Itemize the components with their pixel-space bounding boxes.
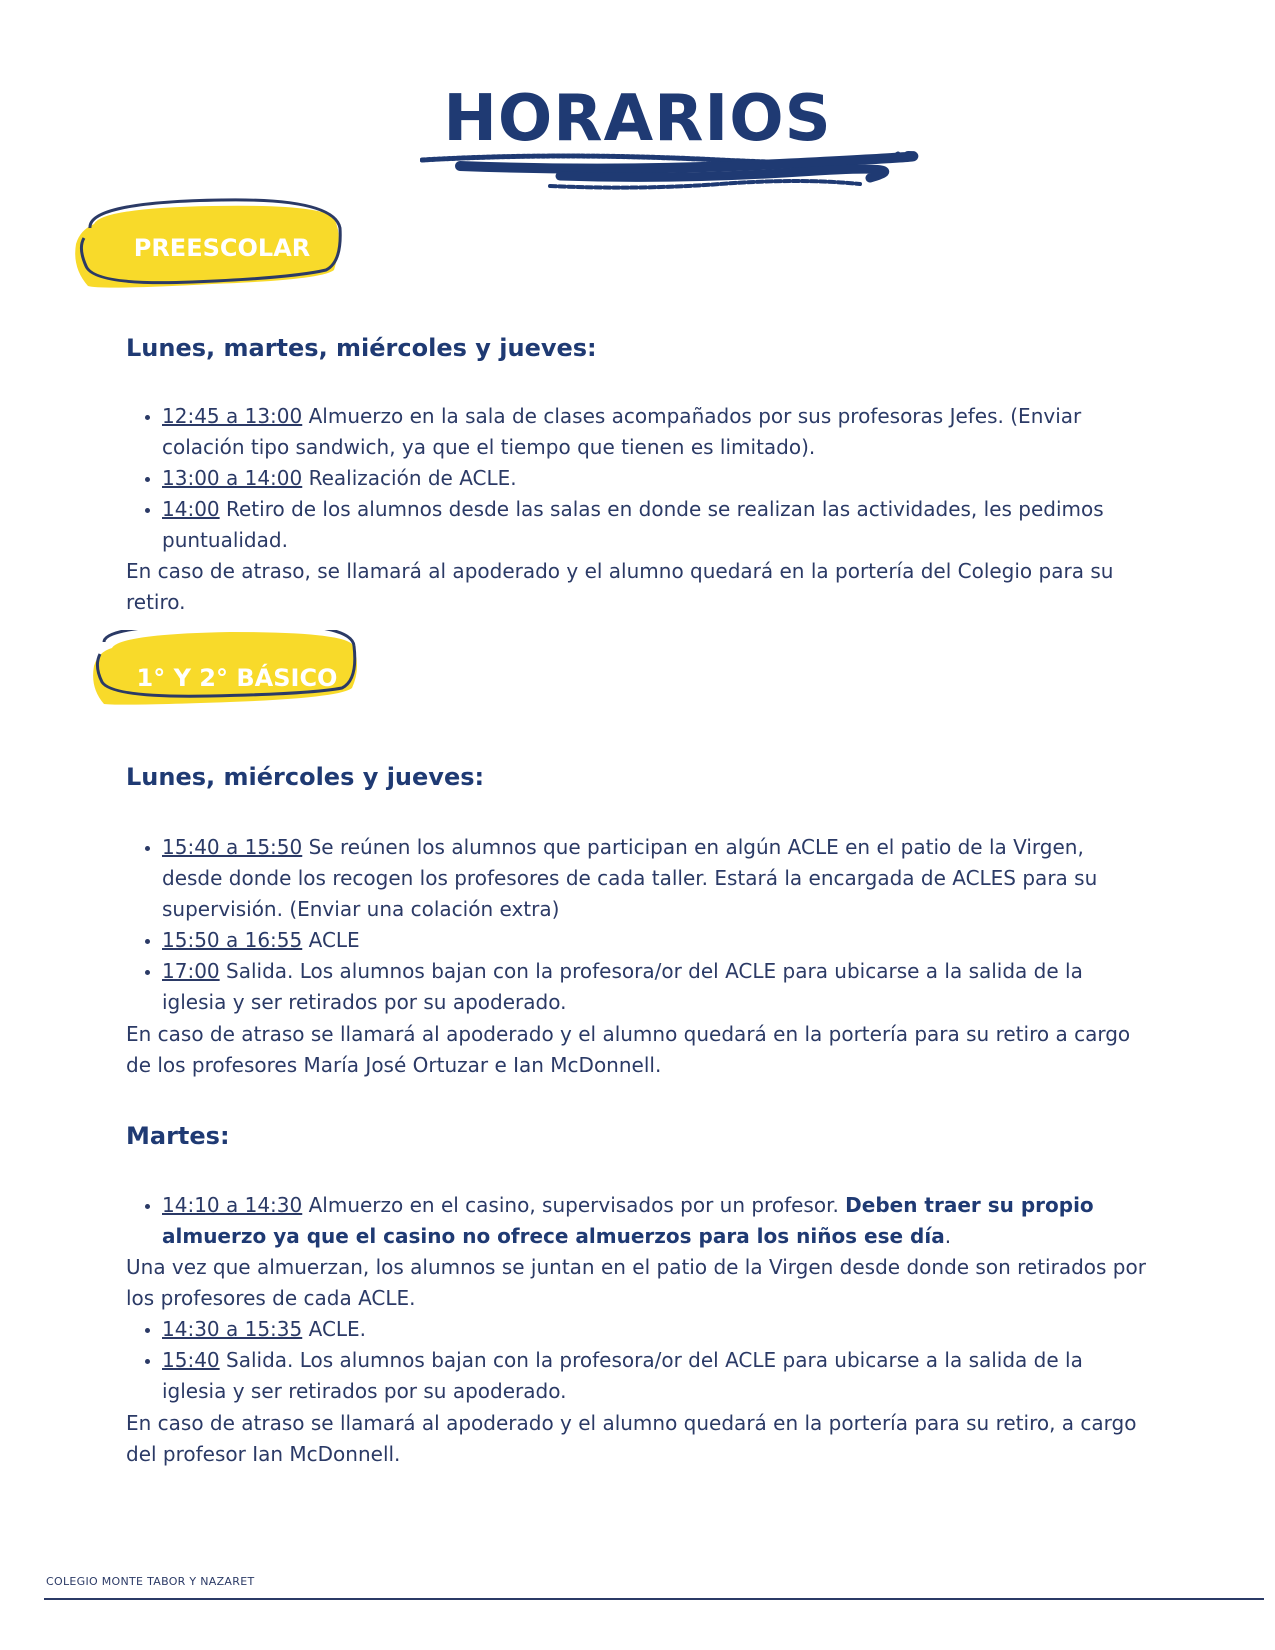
section-heading: Lunes, miércoles y jueves: xyxy=(126,763,485,791)
item-text: Retiro de los alumnos desde las salas en donde se realizan las actividades, les pedimos puntualidad. xyxy=(162,497,1104,552)
badge-label: PREESCOLAR xyxy=(133,234,311,262)
item-text: Salida. Los alumnos bajan con la profesora/or del ACLE para ubicarse a la salida de la iglesia y ser retirados por su apoderado. xyxy=(162,959,1083,1014)
section-heading: Martes: xyxy=(126,1122,230,1150)
list-item xyxy=(162,1190,1146,1252)
item-text: Almuerzo en el casino, supervisados por un profesor. xyxy=(302,1193,846,1217)
badge-label: 1° Y 2° BÁSICO xyxy=(136,664,338,692)
list-item xyxy=(162,956,1146,1018)
list-item xyxy=(162,463,1146,494)
list-item xyxy=(162,1345,1146,1407)
schedule-list xyxy=(126,832,1146,1018)
list-item xyxy=(162,494,1146,556)
list-item xyxy=(162,1314,1146,1345)
paragraph: Una vez que almuerzan, los alumnos se juntan en el patio de la Virgen desde donde son retirados por los profesores de cada ACLE. xyxy=(126,1255,1146,1310)
list-item xyxy=(162,401,1146,463)
footer-divider xyxy=(44,1598,1264,1600)
note-paragraph: En caso de atraso se llamará al apoderado y el alumno quedará en la portería para su retiro a cargo de los profesores María José Ortuzar e Ian McDonnell. xyxy=(126,1022,1131,1077)
time-range: 17:00 xyxy=(162,959,220,983)
list-item xyxy=(162,925,1146,956)
time-range: 15:40 xyxy=(162,1348,220,1372)
note-paragraph: En caso de atraso se llamará al apoderado y el alumno quedará en la portería para su retiro, a cargo del profesor Ian McDonnell. xyxy=(126,1411,1137,1466)
item-text: Almuerzo en la sala de clases acompañados por sus profesoras Jefes. (Enviar colación tipo sandwich, ya que el tiempo que tienen es limitado). xyxy=(162,404,1082,459)
schedule-list xyxy=(126,1190,1146,1252)
item-text: Salida. Los alumnos bajan con la profesora/or del ACLE para ubicarse a la salida de la iglesia y ser retirados por su apoderado. xyxy=(162,1348,1083,1403)
time-range: 14:30 a 15:35 xyxy=(162,1317,303,1341)
schedule-list xyxy=(126,1314,1146,1407)
time-range: 14:10 a 14:30 xyxy=(162,1193,303,1217)
brush-stroke-decoration xyxy=(420,150,940,210)
bold-notice: Deben traer su propio almuerzo ya que el casino no ofrece almuerzos para los niños ese día xyxy=(162,1193,1094,1248)
item-text: ACLE. xyxy=(302,1317,367,1341)
time-range: 15:40 a 15:50 xyxy=(162,835,303,859)
note-paragraph: En caso de atraso, se llamará al apoderado y el alumno quedará en la portería del Colegio para su retiro. xyxy=(126,559,1114,614)
list-item xyxy=(162,832,1146,925)
item-text: Se reúnen los alumnos que participan en algún ACLE en el patio de la Virgen, desde donde los recogen los profesores de cada taller. Estará la encargada de ACLES para su supervisión. (Enviar una colación extra) xyxy=(162,835,1098,921)
time-range: 15:50 a 16:55 xyxy=(162,928,303,952)
footer-school-name: COLEGIO MONTE TABOR Y NAZARET xyxy=(46,1575,255,1588)
time-range: 12:45 a 13:00 xyxy=(162,404,303,428)
page-title: HORARIOS xyxy=(443,82,832,156)
item-text: ACLE xyxy=(302,928,360,952)
section-badge-preescolar xyxy=(72,198,362,308)
time-range: 14:00 xyxy=(162,497,220,521)
time-range: 13:00 a 14:00 xyxy=(162,466,303,490)
item-text: Realización de ACLE. xyxy=(302,466,517,490)
section-badge-basico xyxy=(90,630,380,740)
section-heading: Lunes, martes, miércoles y jueves: xyxy=(126,334,597,362)
item-text-end: . xyxy=(944,1224,952,1248)
schedule-list xyxy=(126,401,1146,556)
